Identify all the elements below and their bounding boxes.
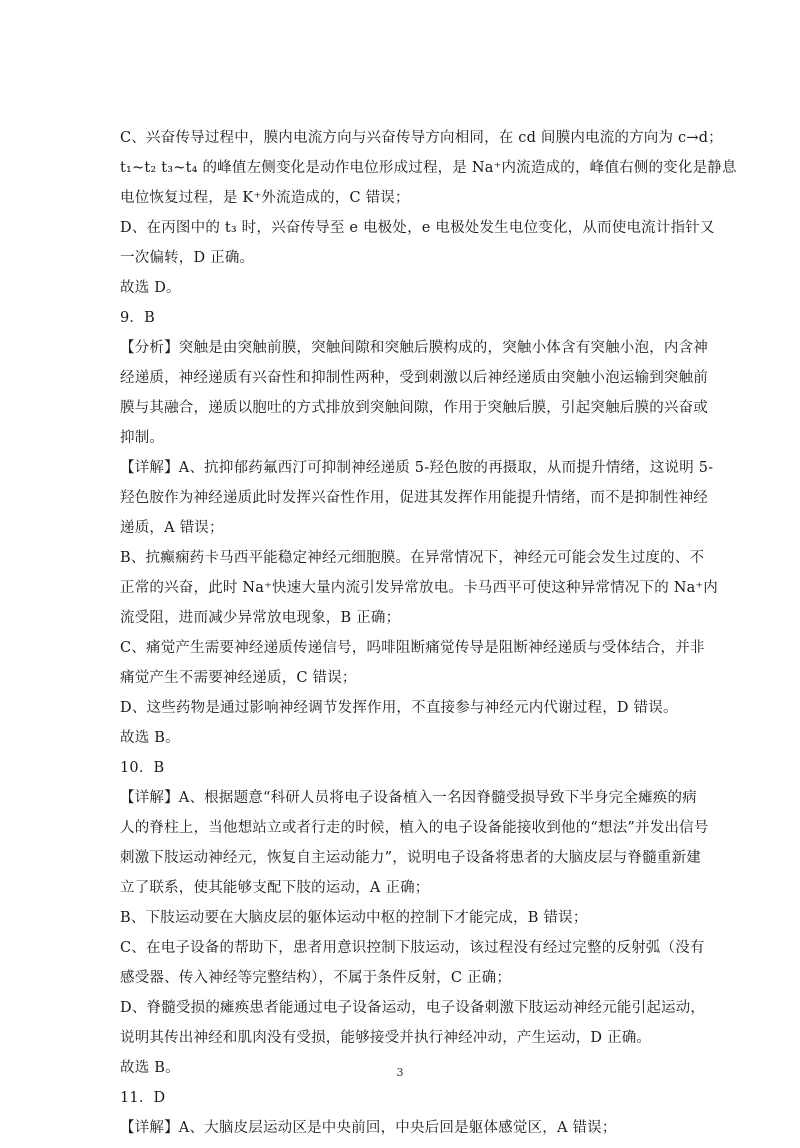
- text-line: C、痛觉产生需要神经递质传递信号，吗啡阻断痛觉传导是阻断神经递质与受体结合，并非: [120, 640, 705, 656]
- text-line: 故选 B。: [120, 1060, 180, 1076]
- document-body: [120, 128, 737, 1148]
- text-line: 流受阻，进而减少异常放电现象，B 正确；: [120, 610, 401, 626]
- text-line: 故选 D。: [120, 280, 181, 296]
- text-line: 【详解】A、大脑皮层运动区是中央前回，中央后回是躯体感觉区，A 错误；: [120, 1120, 617, 1136]
- text-line: 故选 B。: [120, 730, 180, 746]
- text-line: C、在电子设备的帮助下，患者用意识控制下肢运动，该过程没有经过完整的反射弧（没有: [120, 940, 705, 956]
- text-line: 说明其传出神经和肌肉没有受损，能够接受并执行神经冲动，产生运动，D 正确。: [120, 1030, 652, 1046]
- text-line: 抑制。: [120, 430, 165, 446]
- text-line: 一次偏转，D 正确。: [120, 250, 255, 266]
- text-line: 【详解】A、根据题意“科研人员将电子设备植入一名因脊髓受损导致下半身完全瘫痪的病: [120, 790, 697, 806]
- text-line: 痛觉产生不需要神经递质，C 错误；: [120, 670, 357, 686]
- text-line: 递质，A 错误；: [120, 520, 224, 536]
- text-line: 人的脊柱上，当他想站立或者行走的时候，植入的电子设备能接收到他的“想法”并发出信号: [120, 820, 709, 836]
- text-line: 膜与其融合，递质以胞吐的方式排放到突触间隙，作用于突触后膜，引起突触后膜的兴奋或: [120, 400, 708, 416]
- text-line: D、在丙图中的 t₃ 时，兴奋传导至 e 电极处，e 电极处发生电位变化，从而使电流计指针又: [120, 220, 715, 236]
- text-line: D、脊髓受损的瘫痪患者能通过电子设备运动，电子设备刺激下肢运动神经元能引起运动，: [120, 1000, 706, 1016]
- text-line: 【详解】A、抗抑郁药氟西汀可抑制神经递质 5-羟色胺的再摄取，从而提升情绪，这说明 5-: [120, 460, 714, 476]
- text-line: C、兴奋传导过程中，膜内电流方向与兴奋传导方向相同，在 cd 间膜内电流的方向为 c→d；: [120, 130, 723, 146]
- text-line: B、抗癫痫药卡马西平能稳定神经元细胞膜。在异常情况下，神经元可能会发生过度的、不: [120, 550, 705, 566]
- text-line: D、这些药物是通过影响神经调节发挥作用，不直接参与神经元内代谢过程，D 错误。: [120, 700, 678, 716]
- text-line: 正常的兴奋，此时 Na⁺快速大量内流引发异常放电。卡马西平可使这种异常情况下的 Na⁺内: [120, 580, 718, 596]
- text-line: 感受器、传入神经等完整结构），不属于条件反射，C 正确；: [120, 970, 512, 986]
- text-line: t₁~t₂ t₃~t₄ 的峰值左侧变化是动作电位形成过程，是 Na⁺内流造成的，峰值右侧的变化是静息: [120, 160, 737, 176]
- text-line: 立了联系，使其能够支配下肢的运动，A 正确；: [120, 880, 430, 896]
- text-line: 刺激下肢运动神经元，恢复自主运动能力”，说明电子设备将患者的大脑皮层与脊髓重新建: [120, 850, 701, 866]
- text-line: 【分析】突触是由突触前膜，突触间隙和突触后膜构成的，突触小体含有突触小泡，内含神: [120, 340, 708, 356]
- question-number: 9．B: [120, 310, 155, 326]
- question-number: 10．B: [120, 760, 165, 776]
- text-line: B、下肢运动要在大脑皮层的躯体运动中枢的控制下才能完成，B 错误；: [120, 910, 588, 926]
- text-line: 电位恢复过程，是 K⁺外流造成的，C 错误；: [120, 190, 410, 206]
- text-line: 羟色胺作为神经递质此时发挥兴奋性作用，促进其发挥作用能提升情绪，而不是抑制性神经: [120, 490, 708, 506]
- question-number: 11．D: [120, 1090, 166, 1106]
- page-number: 3: [396, 1066, 404, 1079]
- text-line: 经递质，神经递质有兴奋性和抑制性两种，受到刺激以后神经递质由突触小泡运输到突触前: [120, 370, 708, 386]
